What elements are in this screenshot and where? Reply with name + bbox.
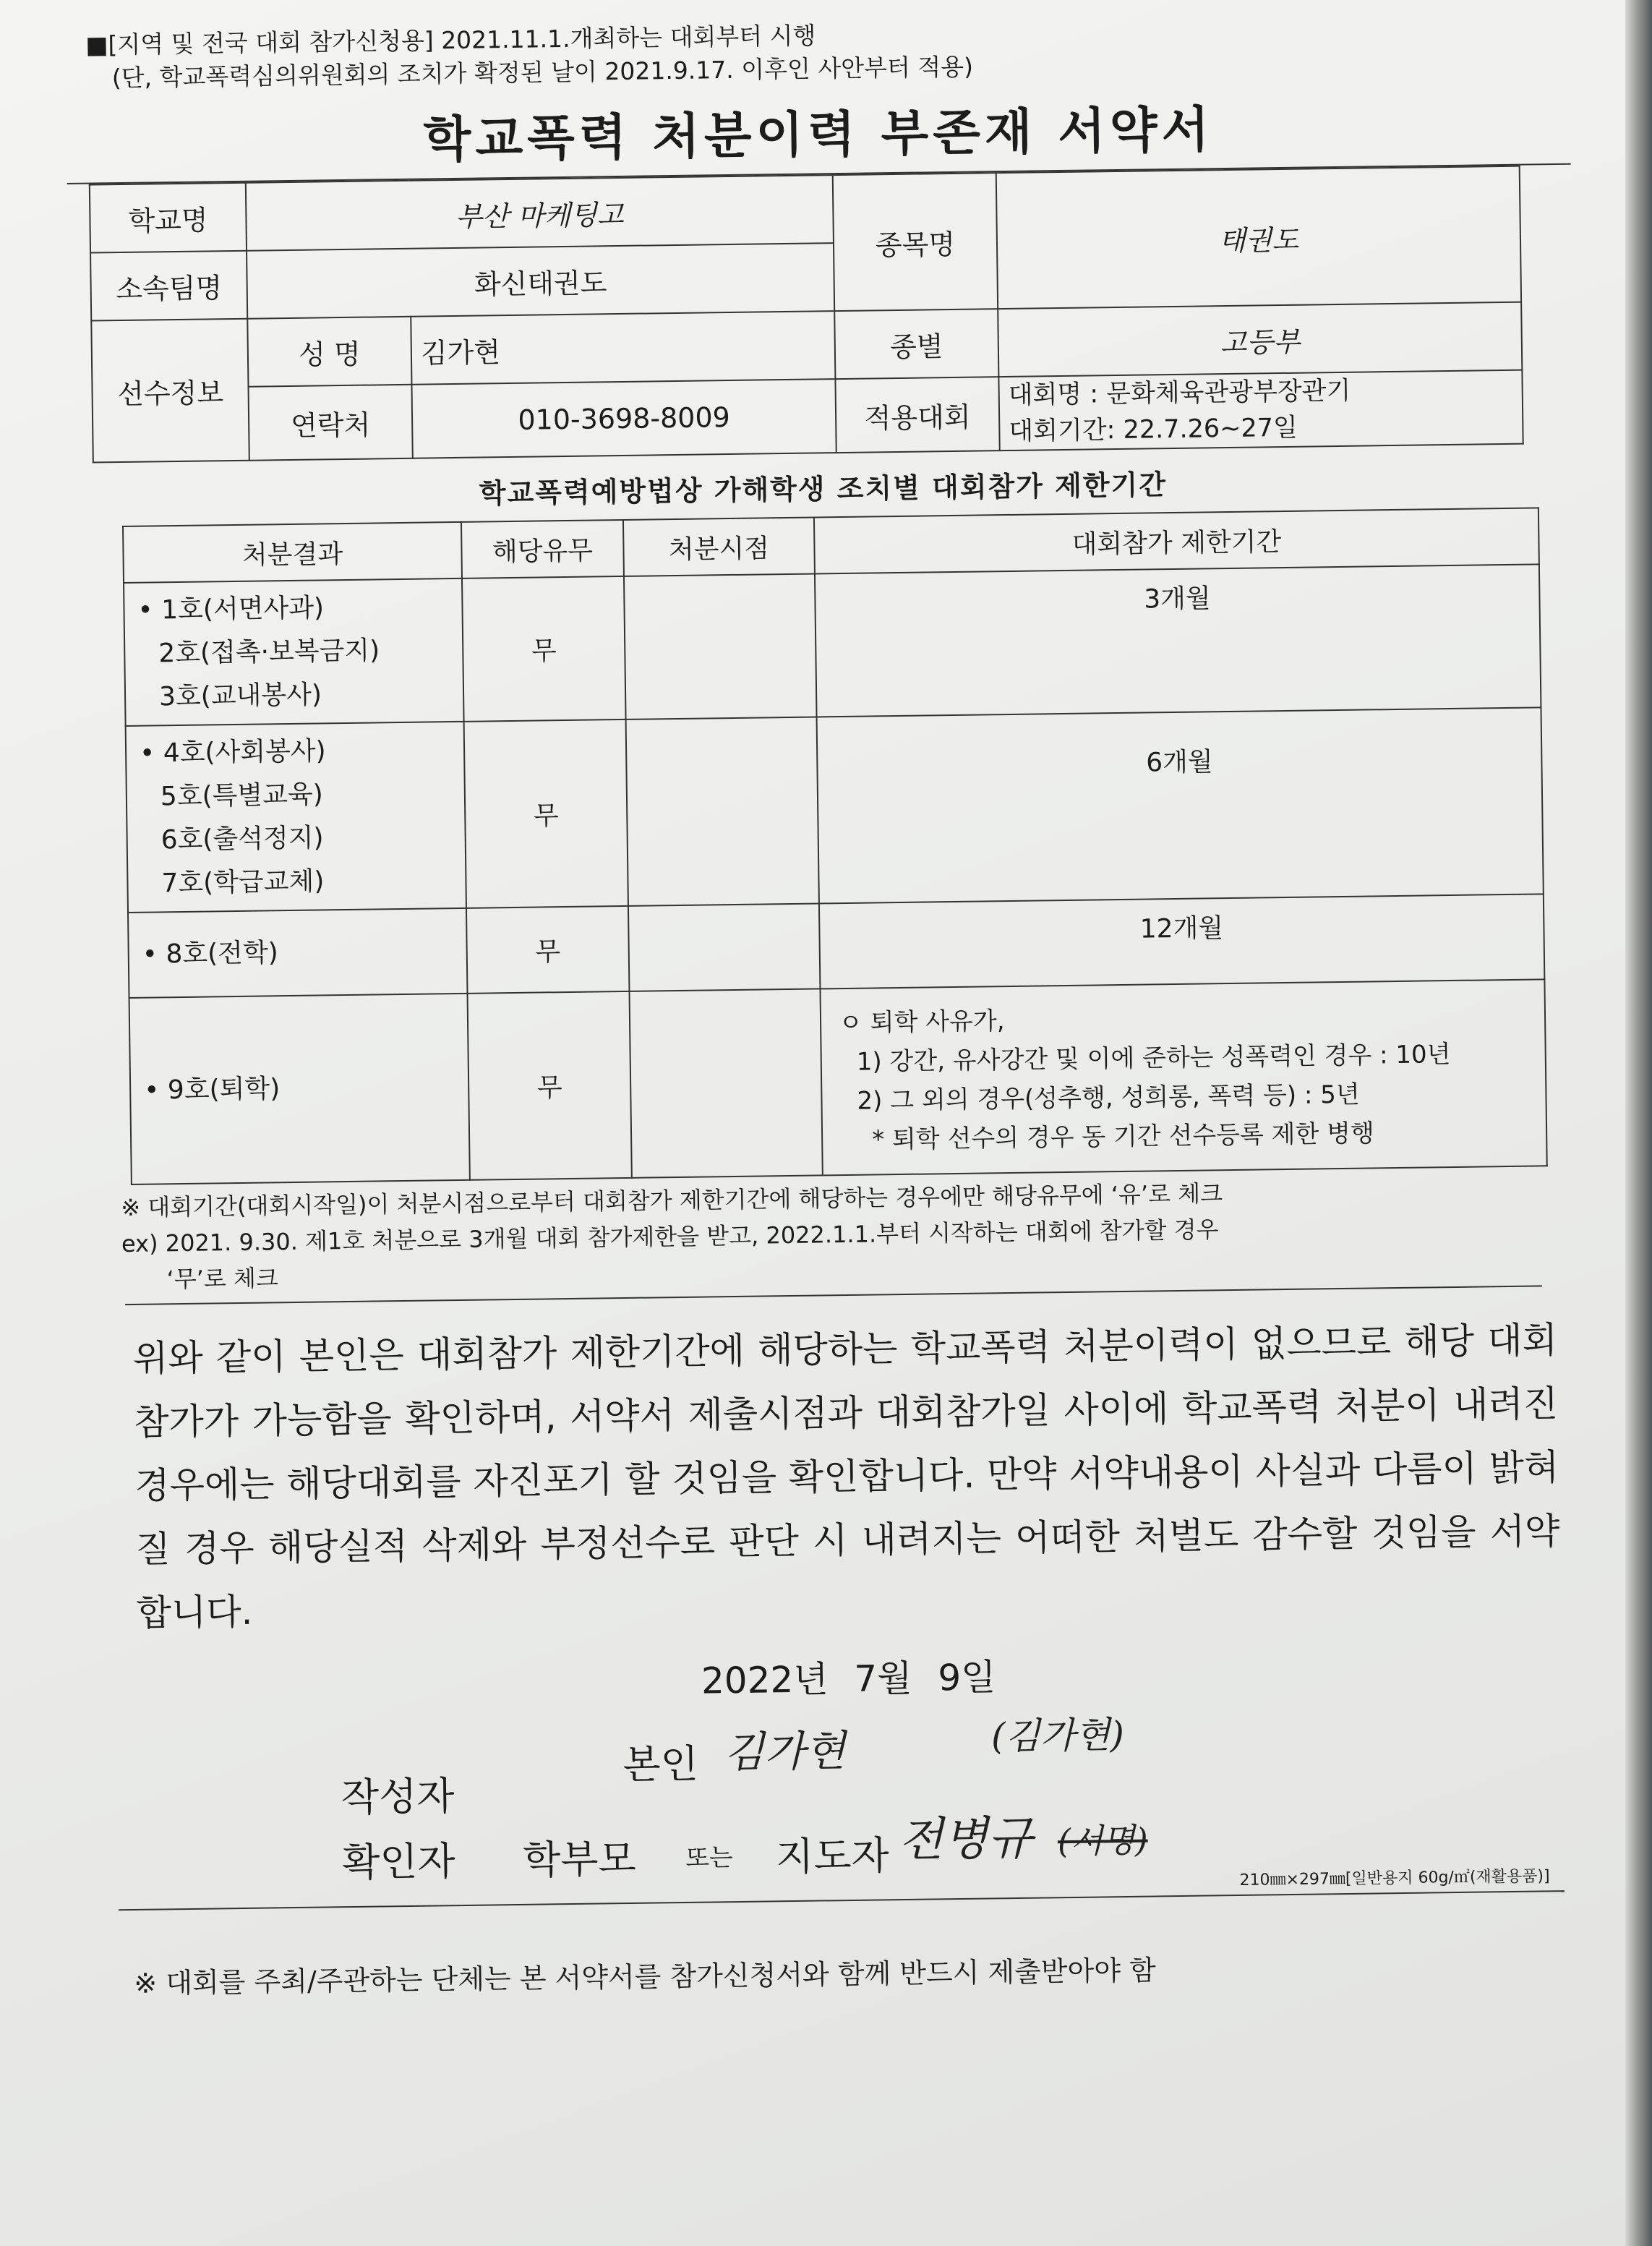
paper-edge	[1625, 0, 1652, 2246]
penalty-table-title: 학교폭력예방법상 가해학생 조치별 대회참가 제한기간	[479, 469, 1168, 510]
school-value: 부산 마케팅고	[246, 175, 834, 251]
pledge-form	[65, 9, 1595, 2002]
applicable-value: 무	[466, 906, 630, 994]
expulsion-conditions	[820, 979, 1546, 1175]
name-label: 성 명	[247, 317, 411, 387]
expulsion-line: * 퇴학 선수의 경우 동 기간 선수등록 제한 병행	[871, 1119, 1375, 1155]
pledge-paragraph: 위와 같이 본인은 대회참가 제한기간에 해당하는 학교폭력 처분이력이 없으므로 해당 대회 참가가 가능함을 확인하며, 서약서 제출시점과 대회참가일 사이에 학교폭력 처분이 내려진 경우에는 해당대회를 자진포기 할 것임을 확인합니다. 만약 서약내용이 사실과 다름이 밝혀질 경우 해당실적 삭제와 부정선수로 판단 시 내려지는 어떠한 처벌도 감수할 것임을 서약합니다.	[132, 1319, 1560, 1634]
penalty-result-cell	[129, 994, 470, 1184]
event-name: 대회명 : 문화체육관광부장관기	[1008, 376, 1351, 410]
header-result: 처분결과	[123, 522, 462, 583]
confirmer-label: 확인자	[341, 1838, 456, 1886]
timing-value	[629, 989, 822, 1177]
penalty-item: • 1호(서면사과)	[137, 593, 325, 625]
timing-value	[628, 903, 821, 991]
category-value: 고등부	[998, 302, 1522, 377]
team-value: 화신태권도	[247, 243, 834, 319]
expulsion-line: 1) 강간, 유사강간 및 이에 준하는 성폭력인 경우 : 10년	[856, 1040, 1451, 1077]
signature-block	[87, 1693, 1593, 1886]
penalty-result-cell	[128, 908, 468, 998]
penalty-table	[122, 507, 1548, 1185]
event-label: 적용대회	[835, 377, 999, 453]
penalty-item: 5호(특별교육)	[160, 780, 324, 812]
penalty-item: 3호(교내봉사)	[158, 680, 322, 712]
coach-label: 지도자	[775, 1832, 890, 1880]
penalty-item: • 8호(전학)	[142, 938, 279, 970]
table-row	[124, 564, 1541, 726]
or-label: 또는	[685, 1843, 734, 1873]
header-timing: 처분시점	[623, 517, 815, 576]
name-value: 김가현	[411, 311, 835, 385]
restriction-period: 6개월	[817, 707, 1544, 903]
applicable-value: 무	[464, 720, 628, 908]
self-label: 본인	[622, 1741, 699, 1788]
check-note	[121, 1171, 1585, 1298]
category-label: 종별	[834, 309, 998, 379]
paper-spec: 210㎜×297㎜[일반용지 60g/㎡(재활용품)]	[1239, 1867, 1550, 1890]
coach-signature: 전병규	[898, 1811, 1033, 1868]
penalty-item: • 9호(퇴학)	[143, 1074, 281, 1106]
contact-value: 010-3698-8009	[411, 379, 836, 458]
document-title: 학교폭력 처분이력 부존재 서약서	[423, 101, 1214, 169]
team-label: 소속팀명	[90, 251, 247, 321]
penalty-item: 6호(출석정지)	[161, 823, 324, 855]
expulsion-line: 2) 그 외의 경우(성추행, 성희롱, 폭력 등) : 5년	[857, 1080, 1360, 1116]
sport-label: 종목명	[833, 173, 998, 311]
penalty-item: • 4호(사회봉사)	[139, 736, 326, 769]
note-line: ※ 대회기간(대회시작일)이 처분시점으로부터 대회참가 제한기간에 해당하는 경우에만 해당유무에 ‘유’로 체크	[121, 1179, 1223, 1222]
applicable-value: 무	[468, 991, 632, 1180]
athlete-info-table	[89, 166, 1524, 464]
timing-value	[626, 717, 819, 905]
writer-label: 작성자	[341, 1773, 455, 1821]
header-applicable: 해당유무	[461, 520, 624, 578]
timing-value	[624, 573, 817, 719]
penalty-item: 2호(접촉·보복금지)	[158, 636, 380, 669]
event-details	[998, 370, 1523, 451]
note-line: ex) 2021. 9.30. 제1호 처분으로 3개월 대회 참가제한을 받고, 2022.1.1.부터 시작하는 대회에 참가할 경우	[121, 1216, 1219, 1258]
coach-seal: (서명)	[1057, 1820, 1149, 1861]
self-signature: 김가현	[723, 1726, 846, 1777]
athlete-info-label: 선수정보	[91, 319, 249, 463]
note-line: ‘무’로 체크	[166, 1264, 279, 1294]
event-period: 대회기간: 22.7.26~27일	[1009, 413, 1298, 446]
applicable-value: 무	[462, 576, 626, 722]
contact-label: 연락처	[248, 385, 412, 461]
header-subnotice: (단, 학교폭력심의위원회의 조치가 확정된 날이 2021.9.17. 이후인 사안부터 적용)	[111, 52, 974, 93]
expulsion-line: ㅇ 퇴학 사유가,	[838, 1007, 1005, 1038]
self-seal: (김가현)	[990, 1714, 1125, 1758]
restriction-period: 12개월	[819, 894, 1544, 989]
sport-value: 태권도	[996, 166, 1521, 309]
penalty-result-cell	[126, 722, 466, 913]
restriction-period: 3개월	[815, 564, 1541, 717]
school-label: 학교명	[90, 183, 247, 253]
table-row	[126, 707, 1544, 913]
table-row	[129, 979, 1547, 1184]
penalty-item: 7호(학급교체)	[161, 866, 325, 899]
parent-label: 학부모	[522, 1835, 637, 1883]
penalty-result-cell	[124, 578, 464, 726]
pledge-date: 2022년 7월 9일	[701, 1656, 996, 1702]
footer-notice: ※ 대회를 주최/주관하는 단체는 본 서약서를 참가신청서와 함께 반드시 제출받아야 함	[134, 1954, 1157, 1999]
header-restriction: 대회참가 제한기간	[814, 508, 1539, 573]
header-notice: ■[지역 및 전국 대회 참가신청용] 2021.11.1.개최하는 대회부터 시행	[85, 21, 816, 59]
